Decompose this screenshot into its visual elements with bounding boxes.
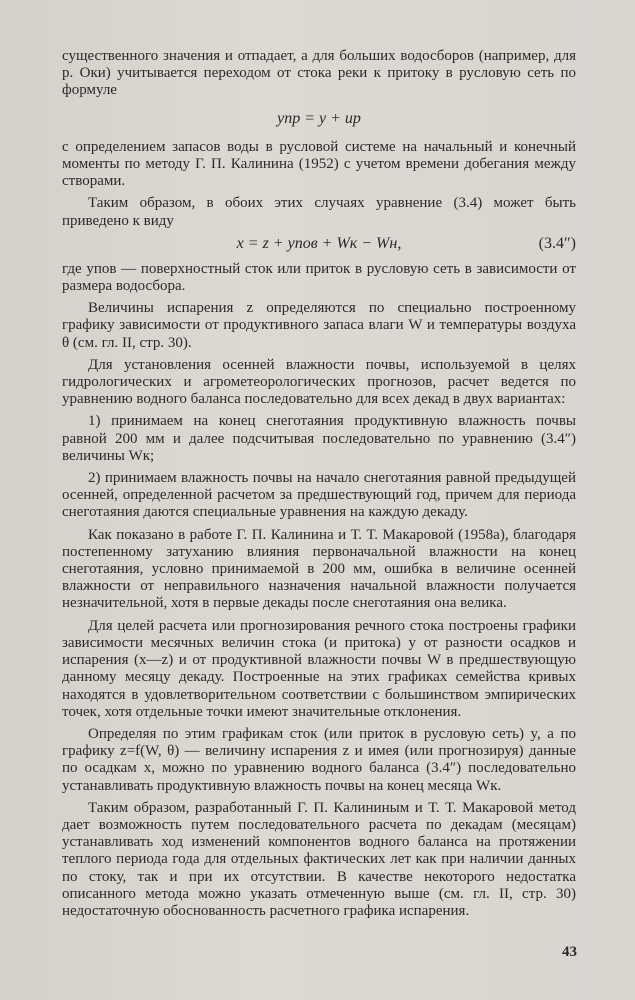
paragraph-3: Таким образом, в обоих этих случаях уравнение (3.4) может быть приведено к виду xyxy=(62,195,576,229)
paragraph-6: Для установления осенней влажности почвы, используемой в целях гидрологических и агрометеорологических прогнозов, расчет ведется по уравнению водного баланса последовательно для всех декад в двух вариантах: xyxy=(62,356,576,408)
page-number: 43 xyxy=(562,944,577,960)
formula-water-balance-text: x = z + yпов + Wк − Wн, xyxy=(236,234,402,252)
paragraph-1: существенного значения и отпадает, а для больших водосборов (например, для р. Оки) учитывается переходом от стока реки к притоку в русловую сеть по формуле xyxy=(62,48,576,99)
paragraph-9: Как показано в работе Г. П. Калинина и Т. Т. Макаровой (1958а), благодаря постепенному затуханию влияния первоначальной влажности на конец снеготаяния, условно принимаемой в 200 мм, ошибка в величине осенней влажности от неправильного назначения начальной влажности получается незначительной, хотя в первые декады после снеготаяния она велика. xyxy=(62,526,576,612)
paragraph-10: Для целей расчета или прогнозирования речного стока построены графики зависимости месячных величин стока (и притока) y от разности осадков и испарения (x—z) и от продуктивной влажности почвы W в предшествующую данному месяцу декаду. Построенные на этих графиках семейства кривых находятся в удовлетворительном соответствии с большинством эмпирических точек, хотя отдельные точки имеют значительные отклонения. xyxy=(62,617,576,720)
paragraph-5: Величины испарения z определяются по специально построенному графику зависимости от продуктивного запаса влаги W и температуры воздуха θ (см. гл. II, стр. 30). xyxy=(62,300,576,351)
formula-water-balance xyxy=(62,235,576,255)
paragraph-12: Таким образом, разработанный Г. П. Калининым и Т. Т. Макаровой метод дает возможность путем последовательного расчета по декадам (месяцам) устанавливать ход изменений компонентов водного баланса на протяжении теплого периода года для отдельных фактических лет как при наличии данных по стоку, так и при их отсутствии. В качестве некоторого недостатка описанного метода можно указать отмеченную выше (см. гл. II, стр. 30) недостаточную обоснованность расчетного графика испарения. xyxy=(62,799,576,919)
paragraph-8: 2) принимаем влажность почвы на начало снеготаяния равной предыдущей осенней, определенной расчетом за предшествующий год, причем для периода снеготаяния даются специальные уравнения на каждую декаду. xyxy=(62,470,576,521)
paragraph-2: с определением запасов воды в русловой системе на начальный и конечный моменты по методу Г. П. Калинина (1952) с учетом времени добегания между створами. xyxy=(62,138,576,190)
equation-number: (3.4″) xyxy=(538,234,576,252)
paragraph-7: 1) принимаем на конец снеготаяния продуктивную влажность почвы равной 200 мм и далее подсчитывая последовательно по уравнению (3.4″) величины Wк; xyxy=(62,413,576,464)
formula-runoff-inflow: yпр = y + uр xyxy=(277,109,361,127)
paragraph-11: Определяя по этим графикам сток (или приток в русловую сеть) y, а по графику z=f(W, θ) — величину испарения z и имея (или прогнозируя) данные по осадкам x, можно по уравнению водного баланса (3.4″) последовательно устанавливать продуктивную влажность почвы на конец месяца Wк. xyxy=(62,725,576,794)
page-text xyxy=(62,48,576,925)
paragraph-4: где yпов — поверхностный сток или приток в русловую сеть в зависимости от размера водосбора. xyxy=(62,260,576,295)
